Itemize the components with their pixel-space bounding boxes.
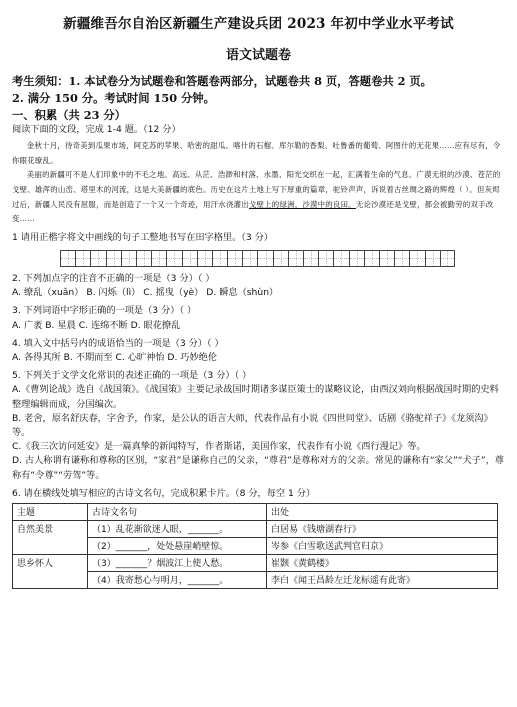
grid-cell[interactable] — [121, 250, 136, 267]
grid-cell[interactable] — [425, 250, 440, 267]
notice-line-1: 考生须知：1. 本试卷分为试题卷和答题卷两部分，试题卷共 8 页，答题卷共 2 页。 — [12, 74, 432, 88]
verse-cell[interactable]: （4）我寄愁心与明月，_______。 — [88, 572, 267, 589]
grid-cell[interactable] — [75, 250, 90, 267]
theme-cell: 自然美景 — [13, 521, 88, 555]
source-cell: 崔颢《黄鹤楼》 — [267, 555, 498, 572]
passage-text: 美丽的新疆可不是人们印象中的不毛之地。高远、从茫、浩渺和村落、水墨、阳光交织在一起，汇满着生命的气息。广漠无垠的沙漠、苍茫的戈壁、雄浑的山峦、塔里木的河流，这是大美新疆的底色。历史在这片土地上写下厚重的篇章，驼铃声声，诉说着古丝绸之路的辉煌（ ）。但灰烬过后，新疆人民没有屈服，而是创造了一个又一个奇迹，用汗水浇灌出 — [12, 170, 501, 209]
grid-cell[interactable] — [409, 250, 424, 267]
question-2-options: A. 缭乱（xuǎn） B. 闪烁（lì） C. 摇曳（yè） D. 瞬息（shùn） — [12, 287, 279, 299]
grid-cell[interactable] — [273, 250, 288, 267]
grid-cell[interactable] — [197, 250, 212, 267]
grid-cell[interactable] — [90, 250, 105, 267]
question-4-options: A. 各得其所 B. 不期而至 C. 心旷神怡 D. 巧妙绝伦 — [12, 351, 218, 363]
question-5-option-a: A.《曹刿论战》选自《战国策》。《战国策》主要记录战国时期诸多谋臣策士的谋略议论，由西汉刘向根据战国时期的史料整理编辑而成，分国编次。 — [12, 384, 499, 410]
table-header: 古诗文名句 — [88, 504, 267, 521]
question-5-option-b: B. 老舍，原名舒庆春，字舍予，作家，是公认的语言大师，代表作品有小说《四世同堂》、话剧《骆驼祥子》《龙须沟》等。 — [12, 412, 493, 438]
grid-cell[interactable] — [106, 250, 121, 267]
passage-text-end: 无论沙漠还是戈壁，都会被勤劳的双手改变…… — [12, 199, 494, 224]
grid-cell[interactable] — [288, 250, 303, 267]
source-cell: 岑参《白雪歌送武判官归京》 — [267, 538, 498, 555]
question-5-option-d: D. 古人称谓有谦称和尊称的区别，“家君”是谦称自己的父亲，“尊君”是尊称对方的父亲。常见的谦称有“家父”“犬子”，尊称有“令尊”“劳驾”等。 — [12, 455, 504, 481]
grid-cell[interactable] — [182, 250, 197, 267]
grid-cell[interactable] — [318, 250, 333, 267]
table-header: 出处 — [267, 504, 498, 521]
grid-cell[interactable] — [364, 250, 379, 267]
reading-intro: 阅读下面的文段，完成 1-4 题。（12 分） — [12, 124, 181, 135]
question-2: 2. 下列加点字的注音不正确的一项是（3 分）（ ） — [12, 272, 215, 284]
table-header-row — [13, 504, 498, 521]
verse-cell[interactable]: （2）_______，处处悬崖峭壁惊。 — [88, 538, 267, 555]
exam-subtitle: 语文试题卷 — [225, 48, 291, 63]
source-cell: 李白《闻王昌龄左迁龙标遥有此寄》 — [267, 572, 498, 589]
question-5-option-c: C.《我三次访问延安》是一篇真挚的新闻特写，作者斯诺，美国作家，代表作有小说《西行漫记》等。 — [12, 441, 426, 453]
source-cell: 白居易《钱塘湖春行》 — [267, 521, 498, 538]
grid-cell[interactable] — [166, 250, 181, 267]
question-3-options: A. 广袤 B. 星晨 C. 连绵不断 D. 眼花撩乱 — [12, 319, 181, 331]
question-3: 3. 下列词语中字形正确的一项是（3 分）（ ） — [12, 305, 197, 317]
notice-line-2: 2. 满分 150 分。考试时间 150 分钟。 — [12, 91, 215, 105]
question-4: 4. 填入文中括号内的成语恰当的一项是（3 分）（ ） — [12, 337, 224, 349]
grid-cell[interactable] — [257, 250, 272, 267]
table-header: 主题 — [13, 504, 88, 521]
accumulation-card-table — [12, 503, 498, 589]
passage-paragraph-2 — [12, 168, 505, 226]
exam-title: 新疆维吾尔自治区新疆生产建设兵团 2023 年初中学业水平考试 — [63, 16, 454, 32]
grid-cell[interactable] — [242, 250, 257, 267]
tianzige-grid[interactable] — [60, 250, 505, 267]
table-row — [13, 521, 498, 538]
grid-cell[interactable] — [136, 250, 151, 267]
question-6: 6. 请在横线处填写相应的古诗文名句，完成积累卡片。（8 分，每空 1 分） — [12, 487, 316, 499]
grid-cell[interactable] — [440, 250, 455, 267]
passage-paragraph-1: 金秋十月，待奇美到瓜果市场，阿克苏的苹果、哈密的甜瓜、喀什的石榴、库尔勒的香梨、吐鲁番的葡萄、阿图什的无花果……应有尽有，令你眼花缭乱。 — [12, 141, 501, 165]
verse-cell[interactable]: （1）乱花渐欲迷人眼，_______。 — [88, 521, 267, 538]
grid-cell[interactable] — [333, 250, 348, 267]
grid-cell[interactable] — [212, 250, 227, 267]
grid-cell[interactable] — [151, 250, 166, 267]
underlined-sentence: 戈壁上的绿洲，沙漠中的良田。 — [248, 199, 356, 209]
table-row — [13, 555, 498, 572]
grid-cell[interactable] — [379, 250, 394, 267]
verse-cell[interactable]: （3）_______？烟波江上使人愁。 — [88, 555, 267, 572]
grid-cell[interactable] — [303, 250, 318, 267]
grid-cell[interactable] — [227, 250, 242, 267]
section-heading: 一、积累（共 23 分） — [12, 108, 126, 122]
question-1: 1 请用正楷字将文中画线的句子工整地书写在田字格里。（3 分） — [12, 231, 273, 243]
grid-cell[interactable] — [394, 250, 409, 267]
question-5: 5. 下列关于文学文化常识的表述正确的一项是（3 分）（ ） — [12, 370, 252, 382]
grid-cell[interactable] — [349, 250, 364, 267]
grid-cell[interactable] — [60, 250, 75, 267]
theme-cell: 思乡怀人 — [13, 555, 88, 589]
